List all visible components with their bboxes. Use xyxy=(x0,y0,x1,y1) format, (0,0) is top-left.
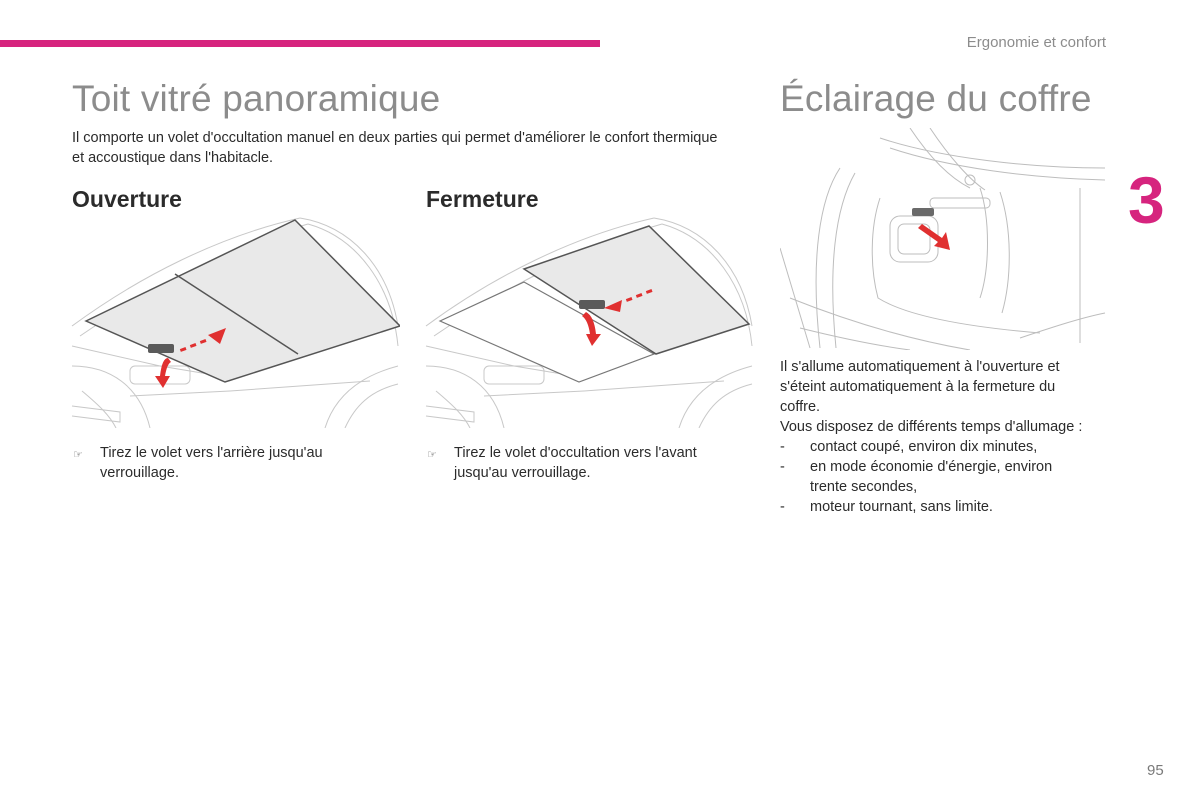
list-item-continuation xyxy=(780,477,1120,497)
pointing-hand-icon: ☞ xyxy=(73,449,83,461)
sunroof-opening-figure xyxy=(70,216,400,428)
boot-text-line: Vous disposez de différents temps d'allumage : xyxy=(780,419,1083,435)
heading-closing: Fermeture xyxy=(426,186,539,212)
page-title-left: Toit vitré panoramique xyxy=(72,78,441,119)
section-header: Ergonomie et confort xyxy=(966,34,1106,51)
page-number: 95 xyxy=(1147,762,1164,779)
list-item xyxy=(780,497,1120,517)
boot-text-line: Il s'allume automatiquement à l'ouverture et xyxy=(780,359,1060,375)
list-item-text: en mode économie d'énergie, environ xyxy=(810,459,1053,475)
pointing-hand-icon: ☞ xyxy=(427,449,437,461)
boot-light-description xyxy=(780,357,1120,517)
list-dash: - xyxy=(780,459,785,475)
list-dash: - xyxy=(780,499,785,515)
boot-text-line: s'éteint automatiquement à la fermeture du xyxy=(780,379,1056,395)
intro-paragraph: Il comporte un volet d'occultation manuel en deux parties qui permet d'améliorer le confort thermique et accoustique dans l'habitacle. xyxy=(72,130,718,166)
boot-light-figure xyxy=(780,128,1110,350)
boot-text-line: coffre. xyxy=(780,399,821,415)
closing-instruction: Tirez le volet d'occultation vers l'avant jusqu'au verrouillage. xyxy=(454,445,697,481)
page-title-right: Éclairage du coffre xyxy=(780,78,1092,119)
list-item-text: contact coupé, environ dix minutes, xyxy=(810,439,1038,455)
opening-instruction: Tirez le volet vers l'arrière jusqu'au verrouillage. xyxy=(100,445,323,481)
chapter-number: 3 xyxy=(1128,163,1165,237)
heading-opening: Ouverture xyxy=(72,186,182,212)
list-item xyxy=(780,457,1120,477)
sunroof-closing-figure xyxy=(424,216,754,428)
list-item-text: moteur tournant, sans limite. xyxy=(810,499,993,515)
list-item xyxy=(780,437,1120,457)
list-item-text: trente secondes, xyxy=(810,479,918,495)
accent-bar xyxy=(0,40,600,47)
list-dash: - xyxy=(780,439,785,455)
